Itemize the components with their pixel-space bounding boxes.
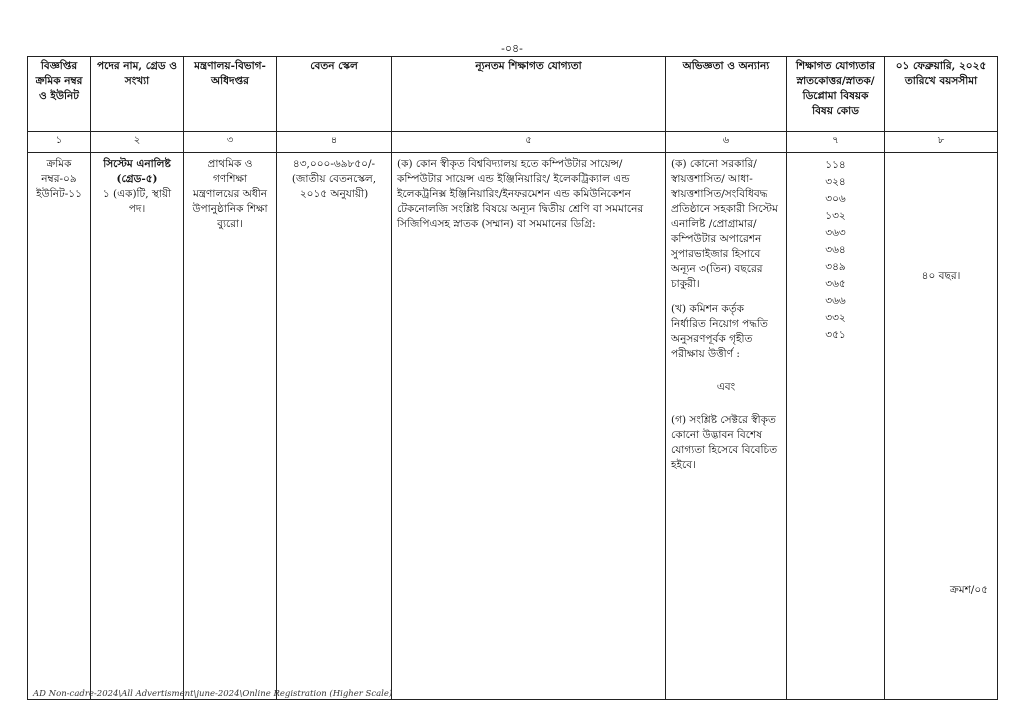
age-limit: ৪০ বছর।	[921, 270, 961, 282]
age-limit-cell	[885, 153, 998, 700]
subject-code: ১৩২	[825, 210, 846, 222]
subject-code: ৩৬৩	[825, 227, 846, 239]
header-serial: বিজ্ঞপ্তির ক্রমিক নম্বর ও ইউনিট	[28, 57, 91, 132]
column-number: ২	[91, 132, 184, 153]
table-row	[28, 153, 998, 700]
header-post: পদের নাম, গ্রেড ও সংখ্যা	[91, 57, 184, 132]
pay-scale-cell	[277, 153, 392, 700]
subject-code-cell	[787, 153, 885, 700]
pay-scale-note: (জাতীয় বেতনস্কেল, ২০১৫ অনুযায়ী)	[291, 173, 377, 200]
post-count: ১ (এক)টি, স্থায়ী পদ।	[102, 188, 172, 215]
subject-code: ৩৬৫	[825, 278, 846, 290]
experience-cell	[666, 153, 787, 700]
subject-code: ৩৪৯	[825, 261, 846, 273]
experience-a: (ক) কোনো সরকারি/ স্বায়ত্তশাসিত/ আধা-স্বায়ত্তশাসিত/সংবিধিবদ্ধ প্রতিষ্ঠানে সহকারী সিস্টেম এনালিষ্ট /প্রোগ্রামার/কম্পিউটার অপারেশন সুপারভাইজার হিসাবে অন্যূন ৩(তিন) বছরের চাকুরী।	[671, 158, 778, 290]
subject-code: ৩২৪	[825, 176, 846, 188]
experience-and: এবং	[716, 381, 736, 393]
column-number: ১	[28, 132, 91, 153]
recruitment-table	[27, 56, 998, 700]
column-number: ৭	[787, 132, 885, 153]
column-number: ৪	[277, 132, 392, 153]
qualification-text: (ক) কোন স্বীকৃত বিশ্ববিদ্যালয় হতে কম্পিউটার সায়েন্স/ কম্পিউটার সায়েন্স এন্ড ইঞ্জিনিয়ারিং/ ইলেকট্রিক্যাল এন্ড ইলেকট্রনিক্স ইঞ্জিনিয়ারিং/ইনফরমেশন এন্ড কমিউনিকেশন টেকনোলজি সংশ্লিষ্ট বিষয়ে অন্যূন দ্বিতীয় শ্রেণি বা সমমানের সিজিপিএসহ স্নাতক (সম্মান) বা সমমানের ডিগ্রি:	[397, 158, 644, 230]
post-cell	[91, 153, 184, 700]
qualification-cell	[392, 153, 666, 700]
subject-code: ৩৫১	[825, 329, 846, 341]
pay-scale: ৪৩,০০০-৬৯৮৫০/-	[292, 158, 376, 170]
subject-code: ১১৪	[825, 159, 846, 171]
header-pay-scale: বেতন স্কেল	[277, 57, 392, 132]
ministry-text: প্রাথমিক ও গণশিক্ষা মন্ত্রণালয়ের অধীন উপানুষ্ঠানিক শিক্ষা ব্যুরো।	[192, 158, 268, 230]
subject-code: ৩৬৪	[825, 244, 846, 256]
post-name: সিস্টেম এনালিষ্ট	[103, 158, 171, 170]
column-number: ৮	[885, 132, 998, 153]
column-number-row	[28, 132, 998, 153]
post-grade: (গ্রেড-৫)	[116, 173, 158, 185]
column-number: ৬	[666, 132, 787, 153]
serial-number: ক্রমিক নম্বর-০৯ ইউনিট-১১	[36, 158, 82, 200]
serial-cell	[28, 153, 91, 700]
header-subject-code: শিক্ষাগত যোগ্যতার স্নাতকোত্তর/স্নাতক/ ডিপ্লোমা বিষয়ক বিষয় কোড	[787, 57, 885, 132]
subject-code: ৩০৬	[825, 193, 846, 205]
footer-path: AD Non-cadre-2024\All Advertisment\june-2024\Online Registration (Higher Scale)	[33, 689, 393, 699]
subject-code: ৩৩২	[825, 312, 846, 324]
ministry-cell	[184, 153, 277, 700]
column-number: ৫	[392, 132, 666, 153]
column-number: ৩	[184, 132, 277, 153]
continued-note: ক্রমশ/০৫	[949, 584, 988, 596]
subject-code: ৩৬৬	[825, 295, 846, 307]
header-ministry: মন্ত্রণালয়-বিভাগ-অধিদপ্তর	[184, 57, 277, 132]
experience-c: (গ) সংশ্লিষ্ট সেক্টরে স্বীকৃত কোনো উদ্ভাবন বিশেষ যোগ্যতা হিসেবে বিবেচিত হইবে।	[671, 414, 778, 471]
header-experience: অভিজ্ঞতা ও অন্যান্য	[666, 57, 787, 132]
experience-b: (খ) কমিশন কর্তৃক নির্ধারিত নিয়োগ পদ্ধতি অনুসরণপূর্বক গৃহীত পরীক্ষায় উত্তীর্ণ :	[671, 303, 768, 360]
header-qualification: ন্যূনতম শিক্ষাগত যোগ্যতা	[392, 57, 666, 132]
page-number: -০৪-	[501, 42, 523, 55]
header-age-limit: ০১ ফেব্রুয়ারি, ২০২৫ তারিখে বয়সসীমা	[885, 57, 998, 132]
header-row	[28, 57, 998, 132]
